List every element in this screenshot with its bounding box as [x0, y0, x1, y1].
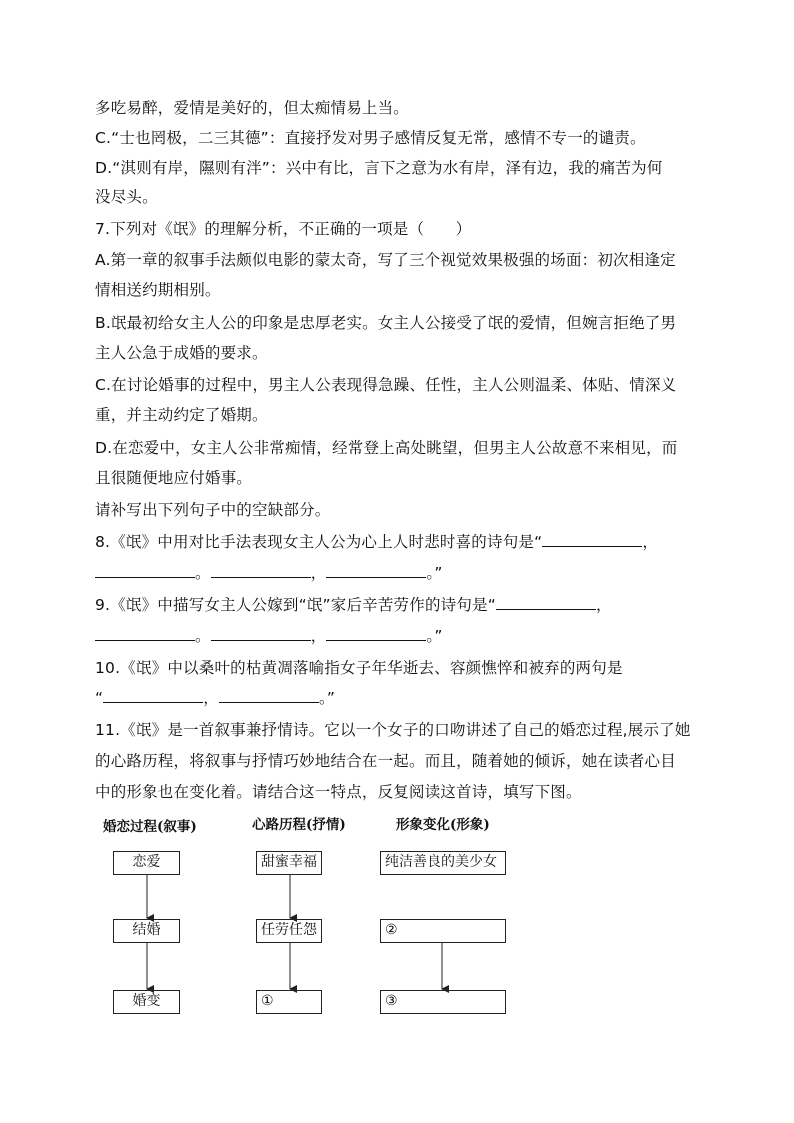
answer-box-1[interactable]: ① — [256, 990, 322, 1014]
punct: “ — [95, 689, 104, 707]
punct: 。 — [195, 564, 211, 582]
text-line: 中的形象也在变化着。请结合这一特点，反复阅读这首诗，填写下图。 — [95, 783, 582, 801]
option-d: D.“淇则有岸，隰则有泮”：兴中有比，言下之意为水有岸，泽有边，我的痛苦为何 — [95, 159, 663, 177]
punct: 。” — [426, 564, 443, 582]
text-line: 的心路历程，将叙事与抒情巧妙地结合在一起。而且，随着她的倾诉，她在读者心目 — [95, 752, 676, 770]
instruction: 请补写出下列句子中的空缺部分。 — [95, 501, 331, 519]
column-title-emotion: 心路历程(抒情) — [252, 817, 346, 833]
text-line: 重，并主动约定了婚期。 — [95, 406, 268, 424]
punct: ， — [595, 596, 612, 614]
box-hardworking: 任劳任怨 — [256, 919, 322, 943]
box-marriage-crisis: 婚变 — [113, 990, 180, 1014]
punct: ， — [203, 689, 219, 707]
question-text: 8.《氓》中用对比手法表现女主人公为心上人时悲时喜的诗句是“ — [95, 533, 543, 551]
text-line: 且很随便地应付婚事。 — [95, 469, 253, 487]
text-line: 没尽头。 — [95, 188, 158, 206]
box-courtship: 恋爱 — [113, 851, 180, 875]
question-text: 9.《氓》中描写女主人公嫁到“氓”家后辛苦劳作的诗句是“ — [95, 596, 496, 614]
text-line: 多吃易醉，爱情是美好的，但太痴情易上当。 — [95, 99, 410, 117]
question-10: 10.《氓》中以桑叶的枯黄凋落喻指女子年华逝去、容颜憔悴和被弃的两句是 — [95, 659, 623, 677]
text-line: 情相送约期相别。 — [95, 281, 221, 299]
option-d: D.在恋爱中，女主人公非常痴情，经常登上高处眺望，但男主人公故意不来相见，而 — [95, 439, 678, 457]
column-title-narrative: 婚恋过程(叙事) — [103, 819, 197, 835]
option-c: C.“士也罔极，二三其德”：直接抒发对男子感情反复无常，感情不专一的谴责。 — [95, 129, 646, 147]
column-title-image: 形象变化(形象) — [396, 817, 490, 833]
question-11: 11.《氓》是一首叙事兼抒情诗。它以一个女子的口吻讲述了自己的婚恋过程,展示了她 — [95, 721, 691, 739]
option-c: C.在讨论婚事的过程中，男主人公表现得急躁、任性，主人公则温柔、体贴、情深义 — [95, 376, 677, 394]
answer-box-2[interactable]: ② — [380, 919, 506, 943]
punct: 。 — [195, 627, 211, 645]
box-marriage: 结婚 — [113, 919, 180, 943]
box-sweet-happiness: 甜蜜幸福 — [256, 851, 322, 875]
text-line: 主人公急于成婚的要求。 — [95, 344, 268, 362]
question-7: 7.下列对《氓》的理解分析，不正确的一项是（ ） — [95, 220, 472, 238]
punct: ， — [310, 564, 327, 582]
punct: ， — [642, 533, 659, 551]
box-pure-maiden: 纯洁善良的美少女 — [380, 851, 506, 875]
punct: 。” — [318, 689, 336, 707]
punct: 。” — [426, 627, 443, 645]
option-b: B.氓最初给女主人公的印象是忠厚老实。女主人公接受了氓的爱情，但婉言拒绝了男 — [95, 314, 677, 332]
answer-box-3[interactable]: ③ — [380, 990, 506, 1014]
option-a: A.第一章的叙事手法颇似电影的蒙太奇，写了三个视觉效果极强的场面：初次相逢定 — [95, 251, 676, 269]
punct: ， — [310, 627, 327, 645]
